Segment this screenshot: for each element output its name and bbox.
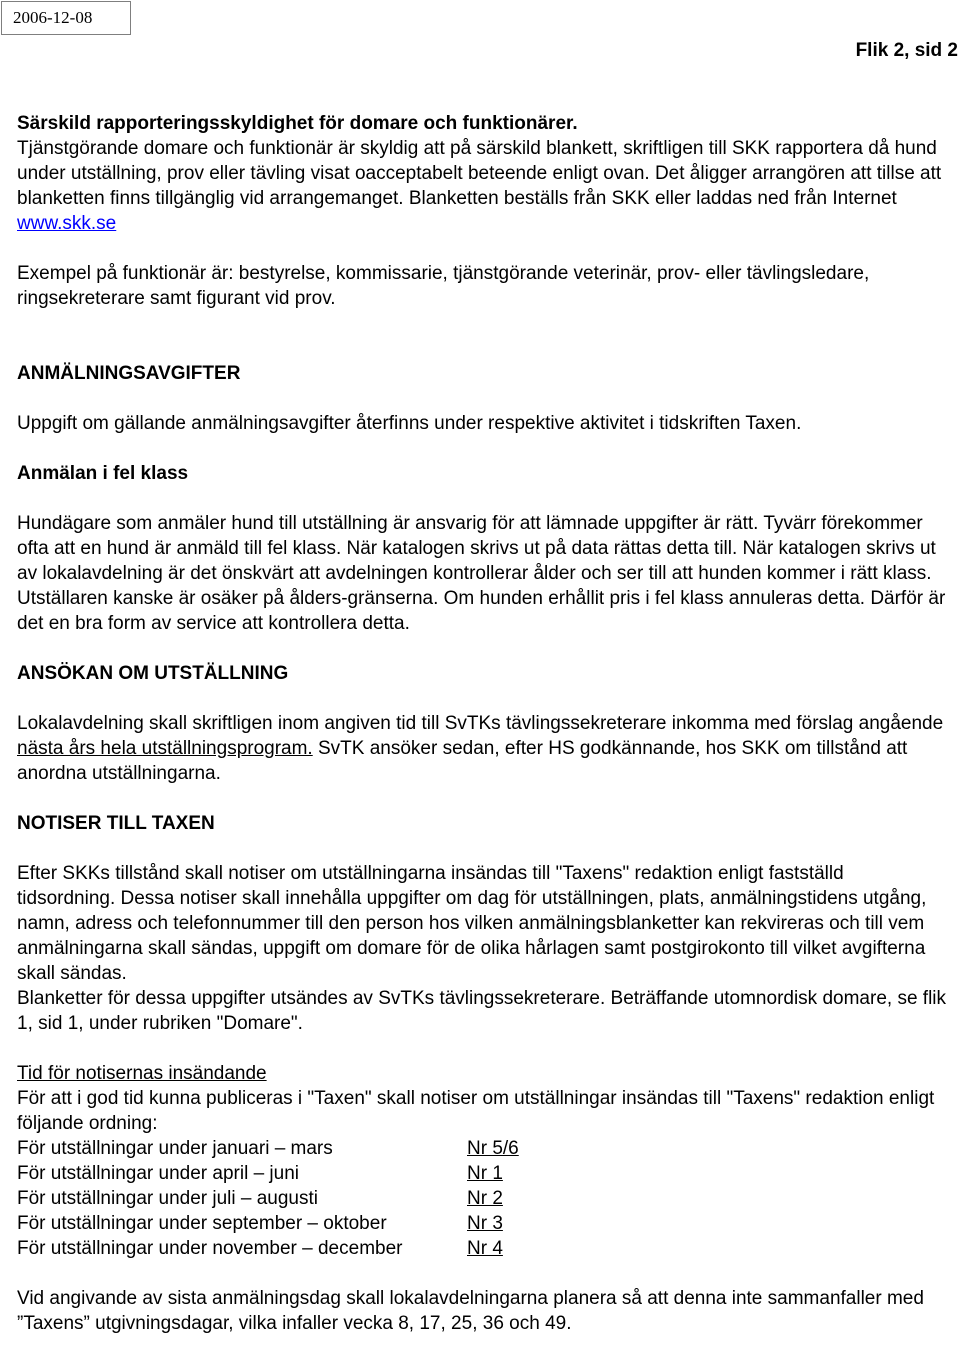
notices-paragraph: Efter SKKs tillstånd skall notiser om utställningarna insändas till "Taxens" redaktion enligt fastställd tidsordning. Dessa notiser skall innehålla uppgifter om dag för utställningen, plats, anmälningstidens utgång, namn, adress och telefonnummer till den person hos vilken anmälningsblanketter kan rekvireras och till vem anmälningarna skall sändas, uppgift om domare för de olika hårlagen samt postgirokonto till vilket avgifterna skall sändas. <box>17 863 927 984</box>
date-box: 2006-12-08 <box>1 1 131 35</box>
page-label: Flik 2, sid 2 <box>855 40 958 61</box>
application-text-after: SvTK ansöker sedan, efter HS godkännande, hos SKK om tillstånd att anordna utställningarna. <box>17 738 908 784</box>
schedule-issue: Nr 1 <box>467 1163 503 1184</box>
schedule-issue: Nr 2 <box>467 1188 503 1209</box>
schedule-period: För utställningar under januari – mars <box>17 1138 333 1159</box>
reporting-paragraph <box>17 136 947 236</box>
schedule-row <box>17 1186 947 1211</box>
timing-closing: Vid angivande av sista anmälningsdag skall lokalavdelningarna planera så att denna inte sammanfaller med ”Taxens” utgivningsdagar, vilka infaller vecka 8, 17, 25, 36 och 49. <box>17 1288 924 1334</box>
schedule-issue: Nr 3 <box>467 1213 503 1234</box>
document-body <box>17 111 947 1336</box>
schedule-period: För utställningar under juli – augusti <box>17 1188 319 1209</box>
application-text-before: Lokalavdelning skall skriftligen inom angiven tid till SvTKs tävlingssekreterare inkomma med förslag angående <box>17 713 944 734</box>
skk-link[interactable]: www.skk.se <box>17 213 117 234</box>
application-paragraph <box>17 711 947 786</box>
examples-paragraph: Exempel på funktionär är: bestyrelse, kommissarie, tjänstgörande veterinär, prov- eller tävlingsledare, ringsekreterare samt figurant vid prov. <box>17 263 870 309</box>
reporting-heading: Särskild rapporteringsskyldighet för domare och funktionärer. <box>17 113 578 134</box>
schedule-row <box>17 1236 947 1261</box>
application-heading: ANSÖKAN OM UTSTÄLLNING <box>17 663 289 684</box>
schedule-period: För utställningar under september – oktober <box>17 1213 387 1234</box>
schedule-issue: Nr 5/6 <box>467 1138 519 1159</box>
timing-heading: Tid för notisernas insändande <box>17 1063 267 1084</box>
notices-paragraph-2: Blanketter för dessa uppgifter utsändes av SvTKs tävlingssekreterare. Beträffande utomnordisk domare, se flik 1, sid 1, under rubriken "Domare". <box>17 988 947 1034</box>
schedule-list <box>17 1136 947 1261</box>
schedule-row <box>17 1161 947 1186</box>
fees-paragraph: Uppgift om gällande anmälningsavgifter återfinns under respektive aktivitet i tidskriften Taxen. <box>17 413 802 434</box>
notices-heading: NOTISER TILL TAXEN <box>17 813 215 834</box>
schedule-row <box>17 1136 947 1161</box>
wrong-class-heading: Anmälan i fel klass <box>17 463 189 484</box>
fees-heading: ANMÄLNINGSAVGIFTER <box>17 363 241 384</box>
schedule-period: För utställningar under november – december <box>17 1238 403 1259</box>
schedule-period: För utställningar under april – juni <box>17 1163 299 1184</box>
timing-intro: För att i god tid kunna publiceras i "Taxen" skall notiser om utställningar insändas till "Taxens" redaktion enligt följande ordning: <box>17 1088 935 1134</box>
reporting-text: Tjänstgörande domare och funktionär är skyldig att på särskild blankett, skriftligen till SKK rapportera då hund under utställning, prov eller tävling visat oacceptabelt beteende enligt ovan. Det åligger arrangören att tillse att blanketten finns tillgänglig vid arrangemanget. Blanketten beställs från SKK eller laddas ned från Internet <box>17 138 942 209</box>
schedule-row <box>17 1211 947 1236</box>
wrong-class-paragraph: Hundägare som anmäler hund till utställning är ansvarig för att lämnade uppgifter är rätt. Tyvärr förekommer ofta att en hund är anmäld till fel klass. När katalogen skrivs ut på data rättas detta till. När katalogen skrivs ut av lokalavdelning är det önskvärt att avdelningen kontrollerar ålder och ser till att hunden kommer i rätt klass. Utställaren kanske är osäker på ålders-gränserna. Om hunden erhållit pris i fel klass annuleras detta. Därför är det en bra form av service att kontrollera detta. <box>17 513 946 634</box>
schedule-issue: Nr 4 <box>467 1238 503 1259</box>
application-text-underlined: nästa års hela utställningsprogram. <box>17 738 313 759</box>
